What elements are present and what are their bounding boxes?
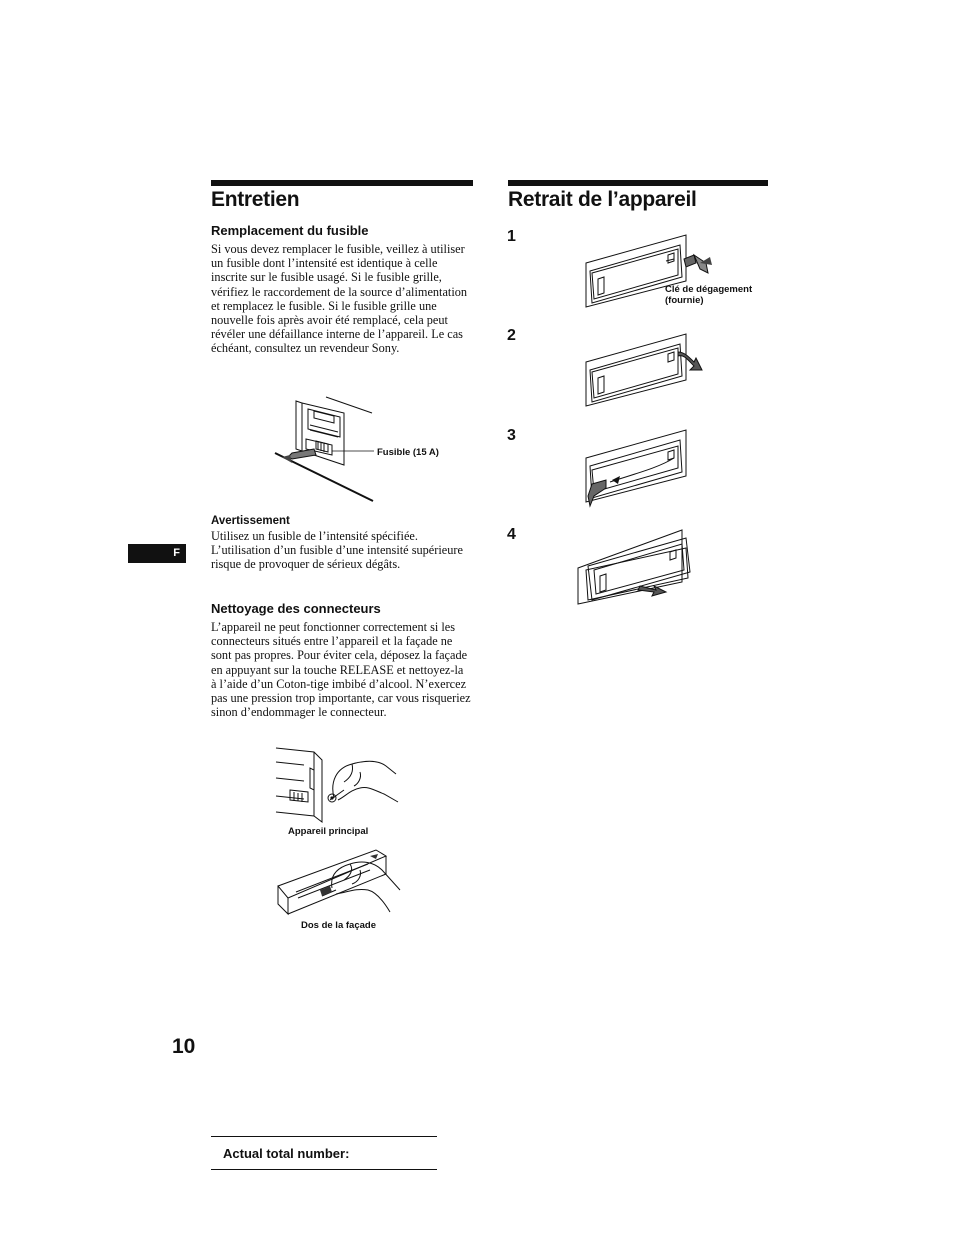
page-number: 10 xyxy=(172,1035,196,1058)
step-2-number: 2 xyxy=(507,327,516,344)
step-1-number: 1 xyxy=(507,228,516,245)
warning-text: Utilisez un fusible de l’intensité spécifiée. L’utilisation d’un fusible d’une intensité supérieure risque de provoquer de sérieux dégâts. xyxy=(211,529,463,572)
main-unit-label: Appareil principal xyxy=(288,826,369,837)
heading-warning: Avertissement xyxy=(211,515,290,527)
left-header-rule xyxy=(211,180,473,186)
step-4-illustration xyxy=(578,530,698,606)
fuse-replacement-text: Si vous devez remplacer le fusible, veillez à utiliser un fusible dont l’intensité est identique à celle inscrite sur le fusible usagé. Si le fusible grille, vérifiez le raccordement de la source d’alimentation et remplacez le fusible. Si le fusible grille une nouvelle fois après avoir été remplacé, cela peut révéler une défaillance interne de l’appareil. Le cas échéant, consultez un revendeur Sony. xyxy=(211,242,468,356)
footer-total-label: Actual total number: xyxy=(223,1146,350,1161)
fuse-illustration xyxy=(270,395,380,507)
step-3-number: 3 xyxy=(507,427,516,444)
language-tab: F xyxy=(128,544,186,563)
faceplate-back-label: Dos de la façade xyxy=(301,920,376,931)
connectors-text: L’appareil ne peut fonctionner correctement si les connecteurs situés entre l’appareil et la façade ne sont pas propres. Pour éviter cela, déposez la façade en appuyant sur la touche RELEASE et nettoyez-la à l’aide d’un Coton-tige imbibé d’alcool. N’exercez pas une pression trop importante, car vous risqueriez sinon d’endommager le connecteur. xyxy=(211,620,471,720)
heading-connectors: Nettoyage des connecteurs xyxy=(211,601,381,616)
section-title-retrait: Retrait de l’appareil xyxy=(508,188,697,211)
right-header-rule xyxy=(508,180,768,186)
step-3-illustration xyxy=(584,428,694,508)
step-4-number: 4 xyxy=(507,526,516,543)
release-key-label: Clé de dégagement (fournie) xyxy=(665,284,753,306)
main-unit-cleaning-illustration xyxy=(274,738,400,826)
fuse-label: Fusible (15 A) xyxy=(377,447,439,458)
section-title-entretien: Entretien xyxy=(211,188,300,211)
faceplate-back-cleaning-illustration xyxy=(276,842,404,922)
heading-fuse-replacement: Remplacement du fusible xyxy=(211,223,369,238)
footer-total-box xyxy=(211,1136,437,1170)
step-2-illustration xyxy=(584,332,704,408)
